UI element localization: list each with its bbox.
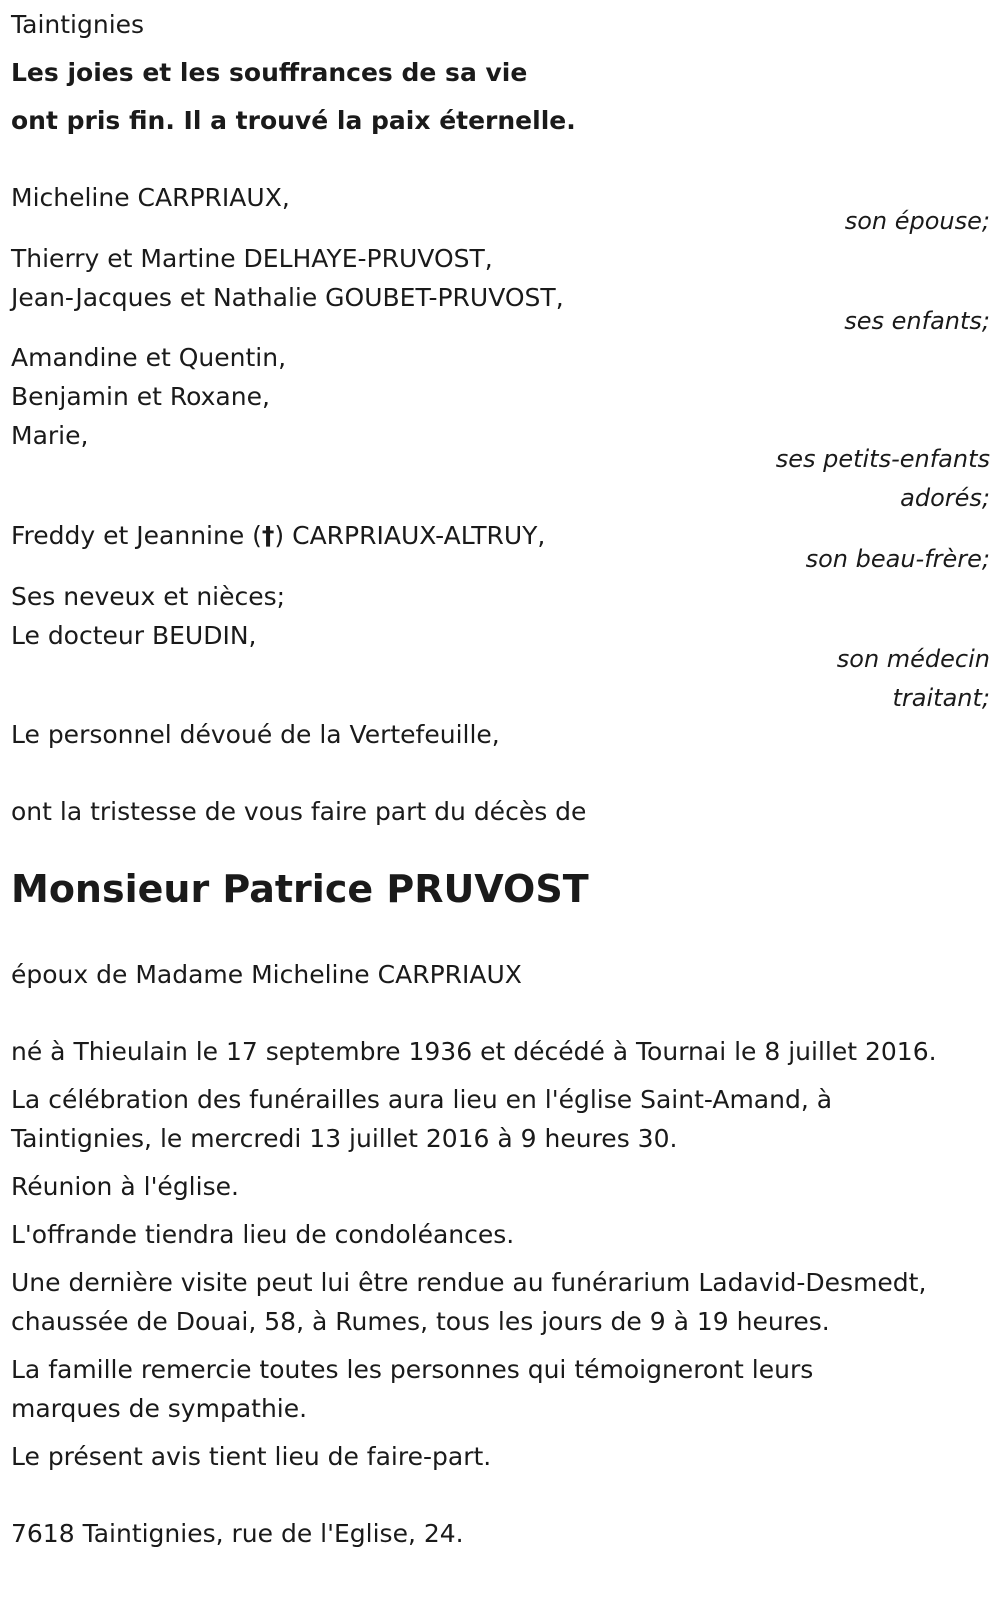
grandchild-3: Marie, xyxy=(11,421,89,450)
thanks-line-1: La famille remercie toutes les personnes qui témoigneront leurs xyxy=(11,1355,814,1384)
offering: L'offrande tiendra lieu de condoléances. xyxy=(11,1220,515,1249)
grandchild-2: Benjamin et Roxane, xyxy=(11,382,270,411)
visit-line-2: chaussée de Douai, 58, à Rumes, tous les jours de 9 à 19 heures. xyxy=(11,1307,830,1336)
brother-in-law xyxy=(11,521,545,551)
meeting: Réunion à l'église. xyxy=(11,1172,239,1201)
doctor-role-2: traitant; xyxy=(892,684,990,712)
visit-line-1: Une dernière visite peut lui être rendue au funérarium Ladavid-Desmedt, xyxy=(11,1268,927,1297)
child-2: Jean-Jacques et Nathalie GOUBET-PRUVOST, xyxy=(11,283,564,312)
cross-icon: † xyxy=(261,521,275,550)
brother-in-law-prefix: Freddy et Jeannine ( xyxy=(11,521,262,550)
announcement: ont la tristesse de vous faire part du décès de xyxy=(11,797,587,826)
location: Taintignies xyxy=(11,10,145,39)
funeral-line-2: Taintignies, le mercredi 13 juillet 2016 à 9 heures 30. xyxy=(11,1124,678,1153)
funeral-line-1: La célébration des funérailles aura lieu en l'église Saint-Amand, à xyxy=(11,1085,833,1114)
notice: Le présent avis tient lieu de faire-part. xyxy=(11,1442,492,1471)
grandchild-1: Amandine et Quentin, xyxy=(11,343,287,372)
address: 7618 Taintignies, rue de l'Eglise, 24. xyxy=(11,1519,464,1548)
grandchildren-role-2: adorés; xyxy=(900,484,990,512)
epitaph-line-2: ont pris fin. Il a trouvé la paix éternelle. xyxy=(11,106,576,135)
epitaph-line-1: Les joies et les souffrances de sa vie xyxy=(11,58,528,87)
grandchildren-role-1: ses petits-enfants xyxy=(775,445,990,473)
nephews-nieces: Ses neveux et nièces; xyxy=(11,582,286,611)
child-1: Thierry et Martine DELHAYE-PRUVOST, xyxy=(11,244,493,273)
doctor: Le docteur BEUDIN, xyxy=(11,621,257,650)
doctor-role-1: son médecin xyxy=(836,645,990,673)
thanks-line-2: marques de sympathie. xyxy=(11,1394,308,1423)
children-role: ses enfants; xyxy=(844,307,990,335)
staff: Le personnel dévoué de la Vertefeuille, xyxy=(11,720,500,749)
brother-in-law-role: son beau-frère; xyxy=(805,545,990,573)
spouse-name: Micheline CARPRIAUX, xyxy=(11,183,290,212)
spouse-line: époux de Madame Micheline CARPRIAUX xyxy=(11,960,522,989)
brother-in-law-suffix: ) CARPRIAUX-ALTRUY, xyxy=(274,521,546,550)
spouse-role: son épouse; xyxy=(844,207,990,235)
deceased-name: Monsieur Patrice PRUVOST xyxy=(11,867,589,911)
birth-death: né à Thieulain le 17 septembre 1936 et décédé à Tournai le 8 juillet 2016. xyxy=(11,1037,937,1066)
